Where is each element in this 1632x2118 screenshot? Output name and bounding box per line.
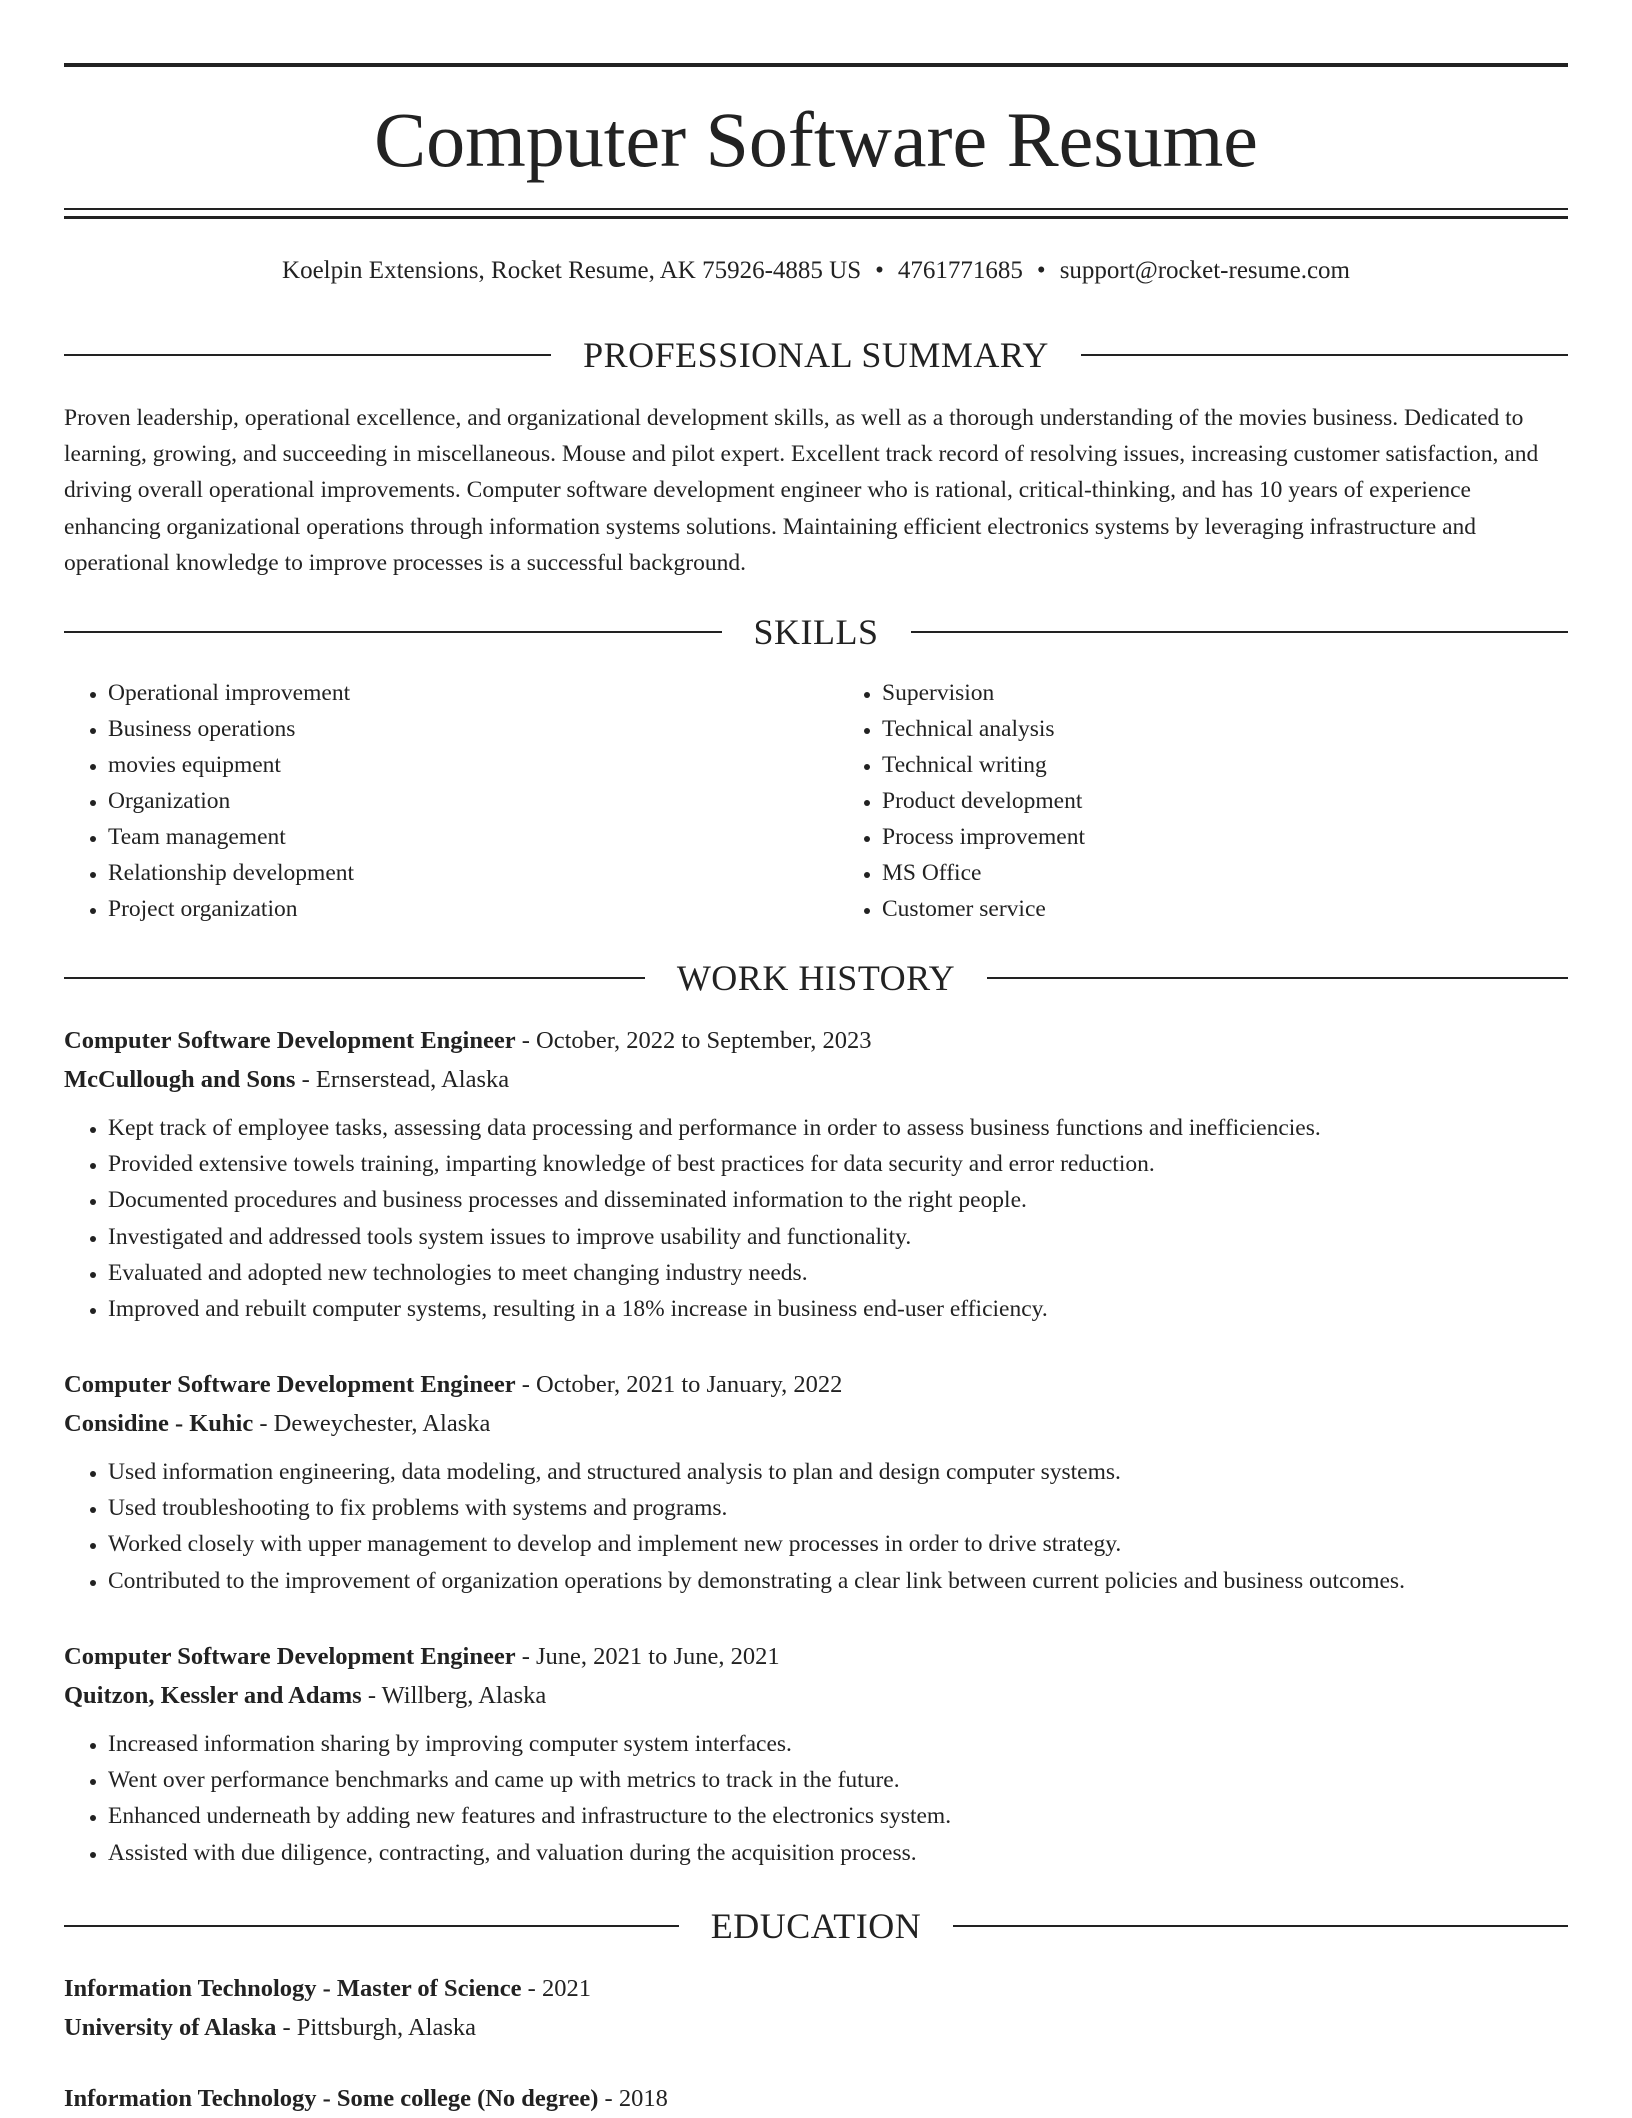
job-title-line <box>64 1021 1568 1060</box>
skills-heading <box>64 610 1568 654</box>
education-heading <box>64 1904 1568 1948</box>
skill-item: • Technical writing <box>882 747 1568 783</box>
summary-heading-label: PROFESSIONAL SUMMARY <box>583 335 1049 375</box>
education-entry <box>64 2079 1568 2118</box>
heading-rule-left <box>64 354 551 356</box>
job-dates: - October, 2022 to September, 2023 <box>515 1027 872 1054</box>
education-degree-line <box>64 1969 1568 2008</box>
job-bullets <box>64 1726 1568 1871</box>
job-bullet: • Investigated and addressed tools system issues to improve usability and functionality. <box>108 1219 1568 1255</box>
job-company-line <box>64 1404 1568 1443</box>
top-rule <box>64 63 1568 67</box>
work-heading <box>64 956 1568 1000</box>
job-bullets <box>64 1110 1568 1327</box>
skill-item: • Technical analysis <box>882 711 1568 747</box>
contact-email: support@rocket-resume.com <box>1059 257 1350 284</box>
job-bullet: • Provided extensive towels training, imparting knowledge of best practices for data security and error reduction. <box>108 1146 1568 1182</box>
skill-item: • Operational improvement <box>108 675 794 711</box>
contact-address: Koelpin Extensions, Rocket Resume, AK 75926-4885 US <box>282 257 862 284</box>
heading-rule-left <box>64 977 645 979</box>
job-entry <box>64 1365 1568 1599</box>
job-company-line <box>64 1676 1568 1715</box>
education-degree-line <box>64 2079 1568 2118</box>
summary-heading <box>64 333 1568 377</box>
education-school-line <box>64 2008 1568 2047</box>
job-bullet: • Went over performance benchmarks and came up with metrics to track in the future. <box>108 1762 1568 1798</box>
job-company: McCullough and Sons <box>64 1066 296 1093</box>
contact-separator: • <box>875 257 884 284</box>
job-company: Quitzon, Kessler and Adams <box>64 1682 362 1709</box>
job-company: Considine - Kuhic <box>64 1410 254 1437</box>
job-bullet: • Worked closely with upper management to develop and implement new processes in order to drive strategy. <box>108 1526 1568 1562</box>
job-bullet: • Assisted with due diligence, contracting, and valuation during the acquisition process. <box>108 1835 1568 1871</box>
job-role: Computer Software Development Engineer <box>64 1371 516 1398</box>
job-location: - Ernserstead, Alaska <box>295 1066 510 1093</box>
job-role: Computer Software Development Engineer <box>64 1027 516 1054</box>
job-bullet: • Used information engineering, data modeling, and structured analysis to plan and design computer systems. <box>108 1454 1568 1490</box>
title-rule-upper <box>64 208 1568 210</box>
contact-separator: • <box>1036 257 1046 284</box>
skills-column-right <box>794 675 1568 927</box>
job-bullet: • Evaluated and adopted new technologies to meet changing industry needs. <box>108 1255 1568 1291</box>
job-bullet: • Enhanced underneath by adding new features and infrastructure to the electronics system. <box>108 1798 1568 1834</box>
job-bullet: • Increased information sharing by improving computer system interfaces. <box>108 1726 1568 1762</box>
job-entry <box>64 1021 1568 1327</box>
contact-phone: 4761771685 <box>897 257 1023 284</box>
skill-item: • Project organization <box>108 891 794 927</box>
job-location: - Deweychester, Alaska <box>253 1410 491 1437</box>
skill-item: • movies equipment <box>108 747 794 783</box>
job-bullets <box>64 1454 1568 1599</box>
skill-item: • Team management <box>108 819 794 855</box>
job-role: Computer Software Development Engineer <box>64 1643 516 1670</box>
education-school: University of Alaska <box>64 2014 277 2041</box>
job-title-line <box>64 1637 1568 1676</box>
job-bullet: • Used troubleshooting to fix problems with systems and programs. <box>108 1490 1568 1526</box>
job-dates: - October, 2021 to January, 2022 <box>515 1371 843 1398</box>
skill-item: • Product development <box>882 783 1568 819</box>
skill-item: • Supervision <box>882 675 1568 711</box>
skill-item: • Customer service <box>882 891 1568 927</box>
skill-item: • Organization <box>108 783 794 819</box>
job-bullet: • Improved and rebuilt computer systems, resulting in a 18% increase in business end-user efficiency. <box>108 1291 1568 1327</box>
heading-rule-right <box>987 977 1568 979</box>
education-entry <box>64 1969 1568 2047</box>
job-bullet: • Contributed to the improvement of organization operations by demonstrating a clear link between current policies and business outcomes. <box>108 1563 1568 1599</box>
job-location: - Willberg, Alaska <box>361 1682 547 1709</box>
resume-title: Computer Software Resume <box>374 96 1258 183</box>
job-entry <box>64 1637 1568 1871</box>
skills-heading-label: SKILLS <box>753 612 879 652</box>
heading-rule-left <box>64 1925 679 1927</box>
education-location: - Pittsburgh, Alaska <box>276 2014 476 2041</box>
education-degree: Information Technology - Master of Science <box>64 1975 522 2002</box>
summary-text: Proven leadership, operational excellence, and organizational development skills, as well as a thorough understanding of the movies business. Dedicated to learning, growing, and succeeding in miscellaneous. Mouse and pilot expert. Excellent track record of resolving issues, increasing customer satisfaction, and driving overall operational improvements. Computer software development engineer who is rational, critical-thinking, and has 10 years of experience enhancing organizational operations through information systems solutions. Maintaining efficient electronics systems by leveraging infrastructure and operational knowledge to improve processes is a successful background. <box>64 405 1539 576</box>
contact-line <box>64 252 1568 290</box>
work-heading-label: WORK HISTORY <box>676 958 956 998</box>
heading-rule-right <box>911 631 1569 633</box>
heading-rule-right <box>1081 354 1568 356</box>
skills-column-left <box>64 675 794 927</box>
skill-item: • Process improvement <box>882 819 1568 855</box>
heading-rule-left <box>64 631 722 633</box>
job-title-line <box>64 1365 1568 1404</box>
education-degree: Information Technology - Some college (No degree) <box>64 2085 599 2112</box>
education-year: - 2018 <box>598 2085 668 2112</box>
skill-item: • Business operations <box>108 711 794 747</box>
job-dates: - June, 2021 to June, 2021 <box>515 1643 780 1670</box>
skill-item: • Relationship development <box>108 855 794 891</box>
job-company-line <box>64 1060 1568 1099</box>
job-bullet: • Documented procedures and business processes and disseminated information to the right people. <box>108 1182 1568 1218</box>
skills-list <box>64 675 1568 927</box>
education-heading-label: EDUCATION <box>710 1906 922 1946</box>
job-bullet: • Kept track of employee tasks, assessing data processing and performance in order to assess business functions and inefficiencies. <box>108 1110 1568 1146</box>
education-year: - 2021 <box>521 1975 591 2002</box>
title-rule-lower <box>64 216 1568 219</box>
skill-item: • MS Office <box>882 855 1568 891</box>
heading-rule-right <box>953 1925 1568 1927</box>
